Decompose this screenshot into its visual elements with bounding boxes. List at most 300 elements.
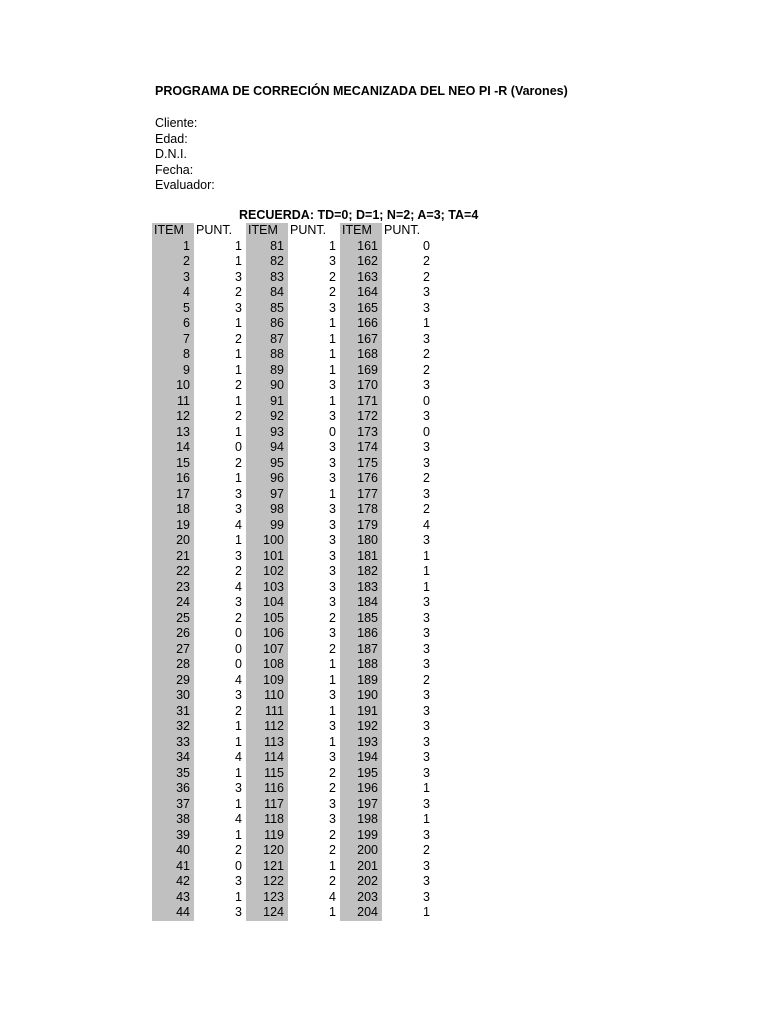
table-row [152, 409, 434, 425]
table-row [152, 611, 434, 627]
score-cell: 1 [329, 393, 336, 408]
item-number-cell: 84 [246, 285, 288, 301]
item-number-cell: 97 [246, 487, 288, 503]
table-row [152, 905, 434, 921]
score-cell: 2 [423, 843, 430, 857]
score-cell: 3 [235, 905, 242, 919]
score-cell: 2 [423, 672, 430, 687]
score-cell: 3 [329, 300, 336, 315]
item-number-cell: 100 [246, 533, 288, 549]
item-number-cell: 93 [246, 425, 288, 441]
item-number-cell: 190 [340, 688, 382, 704]
item-number-cell: 186 [340, 626, 382, 642]
score-cell: 3 [235, 502, 242, 516]
item-number-cell: 105 [246, 611, 288, 627]
table-row [152, 285, 434, 301]
table-row [152, 502, 434, 518]
item-number-cell: 196 [340, 781, 382, 797]
table-row [152, 719, 434, 735]
item-number-cell: 85 [246, 301, 288, 317]
item-number-cell: 176 [340, 471, 382, 487]
score-table [152, 223, 434, 921]
score-cell: 2 [235, 703, 242, 718]
table-row [152, 378, 434, 394]
score-cell: 2 [329, 843, 336, 857]
item-number-cell: 123 [246, 890, 288, 906]
item-number-cell: 172 [340, 409, 382, 425]
score-cell: 1 [235, 719, 242, 733]
score-cell: 3 [329, 812, 336, 826]
score-cell: 3 [235, 781, 242, 795]
score-cell: 2 [423, 254, 430, 268]
item-number-cell: 35 [152, 766, 194, 782]
table-row [152, 766, 434, 782]
score-cell: 3 [329, 688, 336, 702]
score-cell: 2 [329, 874, 336, 888]
score-cell: 3 [423, 703, 430, 718]
score-cell: 3 [423, 533, 430, 547]
score-cell: 3 [235, 269, 242, 284]
item-number-cell: 90 [246, 378, 288, 394]
item-number-cell: 194 [340, 750, 382, 766]
score-cell: 1 [329, 703, 336, 718]
table-row [152, 518, 434, 534]
item-number-cell: 95 [246, 456, 288, 472]
score-cell: 0 [329, 424, 336, 439]
item-number-cell: 195 [340, 766, 382, 782]
score-cell: 3 [329, 750, 336, 764]
item-number-cell: 116 [246, 781, 288, 797]
score-cell: 3 [423, 874, 430, 888]
item-number-cell: 199 [340, 828, 382, 844]
table-row [152, 425, 434, 441]
score-cell: 1 [329, 331, 336, 346]
score-cell: 2 [423, 502, 430, 516]
score-cell: 2 [235, 610, 242, 625]
item-number-cell: 174 [340, 440, 382, 456]
score-cell: 3 [423, 409, 430, 423]
item-number-cell: 6 [152, 316, 194, 332]
item-number-cell: 41 [152, 859, 194, 875]
score-cell: 1 [329, 858, 336, 873]
item-number-cell: 12 [152, 409, 194, 425]
score-cell: 2 [235, 843, 242, 857]
table-row [152, 595, 434, 611]
item-number-cell: 181 [340, 549, 382, 565]
item-number-cell: 17 [152, 487, 194, 503]
table-row [152, 797, 434, 813]
item-number-cell: 32 [152, 719, 194, 735]
item-number-cell: 185 [340, 611, 382, 627]
item-number-cell: 120 [246, 843, 288, 859]
score-cell: 3 [423, 595, 430, 609]
item-number-cell: 110 [246, 688, 288, 704]
item-number-cell: 175 [340, 456, 382, 472]
item-number-cell: 119 [246, 828, 288, 844]
table-row [152, 781, 434, 797]
item-number-cell: 22 [152, 564, 194, 580]
table-row [152, 471, 434, 487]
item-number-cell: 197 [340, 797, 382, 813]
score-cell: 2 [235, 285, 242, 299]
item-number-cell: 115 [246, 766, 288, 782]
table-row [152, 580, 434, 596]
item-number-cell: 203 [340, 890, 382, 906]
table-row [152, 688, 434, 704]
item-number-cell: 182 [340, 564, 382, 580]
item-number-cell: 193 [340, 735, 382, 751]
score-cell: 4 [235, 579, 242, 594]
item-number-cell: 91 [246, 394, 288, 410]
score-cell: 3 [423, 440, 430, 454]
score-cell: 0 [235, 858, 242, 873]
score-cell: 2 [235, 378, 242, 392]
score-cell: 0 [423, 424, 430, 439]
item-number-cell: 8 [152, 347, 194, 363]
item-number-cell: 19 [152, 518, 194, 534]
score-cell: 0 [235, 657, 242, 671]
item-number-cell: 96 [246, 471, 288, 487]
score-cell: 1 [235, 362, 242, 377]
score-cell: 1 [423, 905, 430, 919]
score-cell: 3 [329, 533, 336, 547]
score-cell: 3 [329, 548, 336, 563]
field-evaluator: Evaluador: [155, 178, 215, 192]
item-number-cell: 44 [152, 905, 194, 921]
item-number-cell: 163 [340, 270, 382, 286]
table-row [152, 874, 434, 890]
item-number-cell: 180 [340, 533, 382, 549]
item-number-cell: 200 [340, 843, 382, 859]
table-row [152, 750, 434, 766]
score-cell: 1 [329, 672, 336, 687]
score-cell: 1 [423, 548, 430, 563]
score-cell: 1 [329, 486, 336, 501]
score-cell: 1 [235, 533, 242, 547]
item-number-cell: 101 [246, 549, 288, 565]
score-cell: 0 [423, 238, 430, 253]
score-cell: 3 [423, 610, 430, 625]
score-cell: 4 [235, 750, 242, 764]
header-punt-1: PUNT. [196, 223, 233, 237]
score-cell: 1 [329, 734, 336, 749]
score-cell: 3 [329, 796, 336, 811]
item-number-cell: 124 [246, 905, 288, 921]
item-number-cell: 112 [246, 719, 288, 735]
client-fields [155, 116, 215, 194]
score-cell: 1 [235, 889, 242, 904]
score-cell: 1 [329, 657, 336, 671]
table-row [152, 812, 434, 828]
table-row [152, 549, 434, 565]
item-number-cell: 42 [152, 874, 194, 890]
score-cell: 1 [235, 471, 242, 485]
score-cell: 3 [235, 595, 242, 609]
score-cell: 3 [423, 688, 430, 702]
item-number-cell: 188 [340, 657, 382, 673]
score-cell: 2 [329, 610, 336, 625]
item-number-cell: 107 [246, 642, 288, 658]
item-number-cell: 170 [340, 378, 382, 394]
score-cell: 3 [329, 579, 336, 594]
score-cell: 1 [329, 238, 336, 253]
item-number-cell: 118 [246, 812, 288, 828]
field-client: Cliente: [155, 116, 198, 130]
score-cell: 3 [423, 486, 430, 501]
score-cell: 3 [329, 502, 336, 516]
table-row [152, 316, 434, 332]
score-cell: 1 [235, 734, 242, 749]
item-number-cell: 164 [340, 285, 382, 301]
score-cell: 1 [235, 254, 242, 268]
item-number-cell: 114 [246, 750, 288, 766]
table-body [152, 239, 434, 921]
item-number-cell: 21 [152, 549, 194, 565]
score-cell: 3 [329, 254, 336, 268]
scoring-reminder: RECUERDA: TD=0; D=1; N=2; A=3; TA=4 [239, 208, 479, 222]
item-number-cell: 111 [246, 704, 288, 720]
field-age: Edad: [155, 131, 188, 146]
score-cell: 2 [329, 827, 336, 842]
score-cell: 0 [423, 393, 430, 408]
item-number-cell: 166 [340, 316, 382, 332]
item-number-cell: 30 [152, 688, 194, 704]
header-item-3: ITEM [340, 223, 382, 239]
item-number-cell: 40 [152, 843, 194, 859]
item-number-cell: 184 [340, 595, 382, 611]
item-number-cell: 94 [246, 440, 288, 456]
score-cell: 4 [235, 812, 242, 826]
score-cell: 3 [235, 486, 242, 501]
score-cell: 3 [329, 471, 336, 485]
item-number-cell: 183 [340, 580, 382, 596]
item-number-cell: 121 [246, 859, 288, 875]
score-cell: 3 [423, 719, 430, 733]
score-cell: 4 [235, 672, 242, 687]
item-number-cell: 109 [246, 673, 288, 689]
item-number-cell: 108 [246, 657, 288, 673]
item-number-cell: 13 [152, 425, 194, 441]
item-number-cell: 167 [340, 332, 382, 348]
score-cell: 3 [423, 300, 430, 315]
score-cell: 0 [235, 440, 242, 454]
item-number-cell: 168 [340, 347, 382, 363]
item-number-cell: 20 [152, 533, 194, 549]
item-number-cell: 26 [152, 626, 194, 642]
score-cell: 3 [423, 765, 430, 780]
item-number-cell: 9 [152, 363, 194, 379]
score-cell: 2 [235, 564, 242, 578]
table-row [152, 440, 434, 456]
header-item-1: ITEM [152, 223, 194, 239]
score-cell: 3 [329, 440, 336, 454]
table-row [152, 657, 434, 673]
score-cell: 3 [423, 455, 430, 470]
score-cell: 1 [423, 812, 430, 826]
item-number-cell: 161 [340, 239, 382, 255]
item-number-cell: 198 [340, 812, 382, 828]
item-number-cell: 29 [152, 673, 194, 689]
table-row [152, 626, 434, 642]
score-cell: 1 [235, 765, 242, 780]
item-number-cell: 37 [152, 797, 194, 813]
item-number-cell: 202 [340, 874, 382, 890]
item-number-cell: 1 [152, 239, 194, 255]
score-cell: 3 [423, 331, 430, 346]
item-number-cell: 178 [340, 502, 382, 518]
score-cell: 1 [329, 316, 336, 330]
item-number-cell: 10 [152, 378, 194, 394]
item-number-cell: 27 [152, 642, 194, 658]
score-cell: 3 [423, 626, 430, 640]
table-row [152, 859, 434, 875]
item-number-cell: 179 [340, 518, 382, 534]
score-cell: 1 [329, 905, 336, 919]
score-cell: 1 [235, 238, 242, 253]
header-punt-2: PUNT. [290, 223, 327, 237]
item-number-cell: 204 [340, 905, 382, 921]
item-number-cell: 191 [340, 704, 382, 720]
item-number-cell: 24 [152, 595, 194, 611]
score-cell: 3 [423, 657, 430, 671]
table-row [152, 456, 434, 472]
score-cell: 2 [329, 285, 336, 299]
score-cell: 1 [423, 316, 430, 330]
item-number-cell: 192 [340, 719, 382, 735]
score-cell: 2 [329, 641, 336, 656]
score-cell: 3 [423, 796, 430, 811]
table-row [152, 301, 434, 317]
item-number-cell: 169 [340, 363, 382, 379]
item-number-cell: 189 [340, 673, 382, 689]
table-row [152, 394, 434, 410]
table-row [152, 487, 434, 503]
score-cell: 1 [423, 564, 430, 578]
header-item-2: ITEM [246, 223, 288, 239]
score-cell: 0 [235, 641, 242, 656]
table-row [152, 673, 434, 689]
score-cell: 3 [423, 285, 430, 299]
table-row [152, 735, 434, 751]
table-row [152, 239, 434, 255]
item-number-cell: 15 [152, 456, 194, 472]
table-row [152, 843, 434, 859]
item-number-cell: 81 [246, 239, 288, 255]
item-number-cell: 4 [152, 285, 194, 301]
score-cell: 3 [329, 564, 336, 578]
score-cell: 2 [423, 471, 430, 485]
header-punt-3: PUNT. [384, 223, 421, 237]
item-number-cell: 106 [246, 626, 288, 642]
score-cell: 3 [235, 548, 242, 563]
score-cell: 2 [329, 765, 336, 780]
item-number-cell: 201 [340, 859, 382, 875]
item-number-cell: 104 [246, 595, 288, 611]
item-number-cell: 102 [246, 564, 288, 580]
score-cell: 3 [235, 300, 242, 315]
score-cell: 3 [423, 858, 430, 873]
item-number-cell: 28 [152, 657, 194, 673]
score-cell: 4 [235, 517, 242, 532]
score-cell: 2 [423, 347, 430, 361]
item-number-cell: 99 [246, 518, 288, 534]
document-title: PROGRAMA DE CORRECIÓN MECANIZADA DEL NEO PI -R (Varones) [155, 84, 568, 98]
item-number-cell: 25 [152, 611, 194, 627]
score-cell: 3 [329, 378, 336, 392]
score-cell: 3 [235, 874, 242, 888]
table-row [152, 828, 434, 844]
field-dni: D.N.I. [155, 147, 187, 161]
item-number-cell: 173 [340, 425, 382, 441]
item-number-cell: 86 [246, 316, 288, 332]
item-number-cell: 113 [246, 735, 288, 751]
score-cell: 3 [329, 595, 336, 609]
score-cell: 1 [235, 424, 242, 439]
item-number-cell: 162 [340, 254, 382, 270]
item-number-cell: 23 [152, 580, 194, 596]
score-cell: 1 [329, 347, 336, 361]
score-cell: 2 [423, 362, 430, 377]
score-cell: 3 [329, 517, 336, 532]
score-cell: 2 [235, 331, 242, 346]
item-number-cell: 33 [152, 735, 194, 751]
item-number-cell: 43 [152, 890, 194, 906]
item-number-cell: 11 [152, 394, 194, 410]
score-cell: 1 [235, 827, 242, 842]
table-row [152, 270, 434, 286]
item-number-cell: 38 [152, 812, 194, 828]
item-number-cell: 103 [246, 580, 288, 596]
item-number-cell: 5 [152, 301, 194, 317]
item-number-cell: 187 [340, 642, 382, 658]
score-cell: 1 [235, 796, 242, 811]
table-row [152, 347, 434, 363]
table-row [152, 332, 434, 348]
score-cell: 3 [329, 409, 336, 423]
item-number-cell: 88 [246, 347, 288, 363]
item-number-cell: 83 [246, 270, 288, 286]
table-row [152, 704, 434, 720]
score-cell: 3 [329, 455, 336, 470]
score-cell: 4 [329, 889, 336, 904]
score-cell: 3 [423, 641, 430, 656]
score-cell: 1 [329, 362, 336, 377]
item-number-cell: 98 [246, 502, 288, 518]
score-cell: 3 [423, 750, 430, 764]
item-number-cell: 165 [340, 301, 382, 317]
score-cell: 1 [235, 347, 242, 361]
score-cell: 3 [329, 719, 336, 733]
item-number-cell: 31 [152, 704, 194, 720]
table-row [152, 890, 434, 906]
item-number-cell: 2 [152, 254, 194, 270]
field-date: Fecha: [155, 162, 194, 177]
score-cell: 1 [423, 781, 430, 795]
item-number-cell: 36 [152, 781, 194, 797]
score-cell: 3 [423, 827, 430, 842]
score-cell: 1 [423, 579, 430, 594]
item-number-cell: 171 [340, 394, 382, 410]
item-number-cell: 18 [152, 502, 194, 518]
score-cell: 2 [329, 269, 336, 284]
item-number-cell: 3 [152, 270, 194, 286]
item-number-cell: 177 [340, 487, 382, 503]
score-cell: 2 [329, 781, 336, 795]
score-cell: 3 [423, 734, 430, 749]
table-row [152, 363, 434, 379]
item-number-cell: 117 [246, 797, 288, 813]
item-number-cell: 89 [246, 363, 288, 379]
